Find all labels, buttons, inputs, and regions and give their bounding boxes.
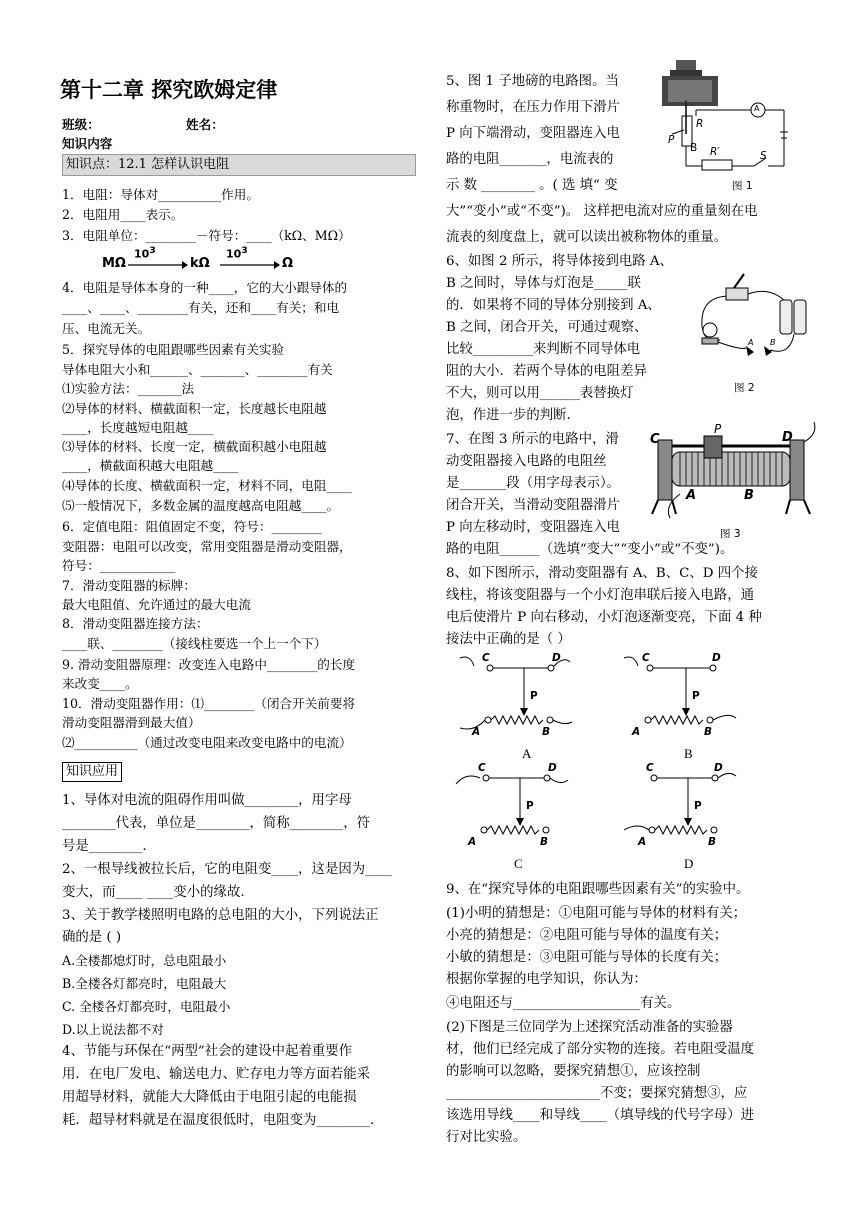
fig3-b-label: B <box>744 488 754 503</box>
left-line: 压、电流无关。 <box>62 321 151 336</box>
opt-c-c: C <box>478 762 486 774</box>
left-line: ⑴实验方法：_______法 <box>62 381 195 396</box>
right-line: 不大，则可以用______表替换灯 <box>446 386 634 401</box>
apply-line: 用超导材料，就能大大降低由于电阻引起的电能损 <box>62 1090 357 1105</box>
right-line: 路的电阻_______，电流表的 <box>446 152 614 167</box>
apply-line: 号是________. <box>62 839 147 854</box>
option-line: B.全楼各灯都亮时，电阻最大 <box>62 976 227 991</box>
right-line: ④电阻还与___________________有关。 <box>446 996 681 1011</box>
option-diagram-b <box>624 652 764 762</box>
left-line: ____，横截面积越大电阻越____ <box>62 458 239 473</box>
right-line: (1)小明的猜想是：①电阻可能与导体的材料有关； <box>446 906 747 921</box>
opt-d-c: C <box>646 762 654 774</box>
fig1-ammeter-label: A <box>754 104 760 113</box>
unit-factor-1: $10^3$ <box>134 246 156 261</box>
class-label: 班级： <box>62 117 100 132</box>
fig3-p-label: P <box>714 422 722 436</box>
right-line: (2)下图是三位同学为上述探究活动准备的实验器 <box>446 1020 733 1035</box>
left-line: ⑷导体的长度、横截面积一定，材料不同，电阻____ <box>62 478 352 493</box>
right-line: 闭合开关，当滑动变阻器滑片 <box>446 498 621 513</box>
apply-line: 1、导体对电流的阻碍作用叫做________，用字母 <box>62 793 352 808</box>
left-line: 1．电阻：导体对__________作用。 <box>62 187 259 202</box>
right-line: P 向下端滑动，变阻器连入电 <box>446 126 620 141</box>
right-line: 称重物时，在压力作用下滑片 <box>446 100 621 115</box>
unit-kilo: kΩ <box>190 256 210 271</box>
fig1-p-label: P <box>668 134 675 146</box>
figure-1-drawing <box>662 54 802 194</box>
right-line: 电后使滑片 P 向右移动，小灯泡逐渐变亮，下面 4 种 <box>446 610 762 625</box>
option-diagram-a <box>460 652 600 762</box>
figure-3-caption: 图 3 <box>720 528 741 540</box>
unit-chain <box>102 248 322 274</box>
opt-c-d: D <box>548 762 557 774</box>
fig1-b-label: B <box>690 142 698 154</box>
knowledge-header: 知识点：12.1 怎样认识电阻 <box>62 154 416 176</box>
option-line: D.以上说法都不对 <box>62 1022 164 1037</box>
opt-b-a: A <box>632 726 641 738</box>
left-line: 最大电阻值、允许通过的最大电流 <box>62 597 251 612</box>
opt-b-b: B <box>704 726 713 738</box>
right-line: 线柱，将该变阻器与一个小灯泡串联后接入电路，通 <box>446 588 754 603</box>
right-line: 8、如下图所示，滑动变阻器有 A、B、C、D 四个接 <box>446 566 758 581</box>
option-b-label: B <box>684 746 693 761</box>
opt-c-p: P <box>526 800 534 812</box>
option-diagram-c <box>456 762 596 872</box>
right-line: 泡，作进一步的判断. <box>446 408 571 423</box>
left-line: 来改变____。 <box>62 676 138 691</box>
unit-factor-2: $10^3$ <box>226 246 248 261</box>
opt-d-d: D <box>714 762 723 774</box>
apply-line: 2、一根导线被拉长后，它的电阻变____，这是因为____ <box>62 862 392 877</box>
apply-line: 3、关于教学楼照明电路的总电阻的大小，下列说法正 <box>62 908 379 923</box>
opt-b-p: P <box>692 690 700 702</box>
option-a-label: A <box>522 746 532 761</box>
fig1-rprime-label: R′ <box>710 146 720 158</box>
figure-1-caption: 图 1 <box>732 180 753 192</box>
opt-b-d: D <box>712 652 721 664</box>
right-line: 流表的刻度盘上，就可以读出被称物体的重量。 <box>446 230 728 245</box>
left-line: 8．滑动变阻器连接方法： <box>62 616 209 631</box>
figure-3-drawing <box>650 422 820 522</box>
left-line: ⑸一般情况下，多数金属的温度越高电阻越____。 <box>62 498 340 513</box>
opt-a-c: C <box>482 652 490 664</box>
right-line: 比较_________来判断不同导体电 <box>446 342 641 357</box>
right-line: 行对比实验。 <box>446 1130 527 1145</box>
right-line: 的．如果将不同的导体分别接到 A、 <box>446 298 661 313</box>
fig1-s-label: S <box>760 150 767 162</box>
right-line: B 之间时，导体与灯泡是_____联 <box>446 276 641 291</box>
option-line: A.全楼都熄灯时，总电阻最小 <box>62 953 227 968</box>
right-line: P 向左移动时，变阻器连入电 <box>446 520 620 535</box>
right-line: 阻的大小．若两个导体的电阻差异 <box>446 364 647 379</box>
figure-3 <box>650 422 820 542</box>
arrow-2 <box>220 260 280 270</box>
right-line: 根据你掌握的电学知识，你认为： <box>446 972 647 987</box>
right-line: 6、如图 2 所示，将导体接到电路 A、 <box>446 254 673 269</box>
right-line: 小亮的猜想是：②电阻可能与导体的温度有关； <box>446 928 728 943</box>
left-line: ⑵导体的材料、横截面积一定，长度越长电阻越 <box>62 401 327 416</box>
opt-d-b: B <box>708 836 717 848</box>
apply-line: 确的是 ( ) <box>62 930 122 945</box>
left-line: ____、____、________有关，还和____有关；和电 <box>62 300 340 315</box>
fig3-d-label: D <box>782 430 793 445</box>
page-title: 第十二章 探究欧姆定律 <box>60 78 278 102</box>
fig3-c-label: C <box>650 432 660 447</box>
left-line: 6．定值电阻：阻值固定不变，符号：________ <box>62 519 322 534</box>
opt-a-b: B <box>542 726 551 738</box>
unit-ohm: Ω <box>282 256 294 271</box>
left-line: 4．电阻是导体本身的一种____，它的大小跟导体的 <box>62 280 348 295</box>
left-line: ____联、________（接线柱要选一个上一个下） <box>62 636 327 651</box>
right-line: _______________________不变；要探究猜想③，应 <box>446 1086 748 1101</box>
apply-line: 用．在电厂发电、输送电力、贮存电力等方面若能采 <box>62 1067 370 1082</box>
right-line: 大”“变小”或“不变”)。 这样把电流对应的重量刻在电 <box>446 204 758 219</box>
option-d-label: D <box>684 856 694 871</box>
right-line: 该选用导线____和导线____（填导线的代号字母）进 <box>446 1108 754 1123</box>
option-line: C. 全楼各灯都亮时，电阻最小 <box>62 999 231 1014</box>
right-line: 5、图 1 子地磅的电路图。当 <box>446 74 619 89</box>
apply-line: ________代表，单位是________，简称________，符 <box>62 816 370 831</box>
figure-2-drawing <box>690 266 810 366</box>
unit-mega: MΩ <box>102 256 126 271</box>
fig3-a-label: A <box>686 488 697 503</box>
left-line: 导体电阻大小和______、_______、________有关 <box>62 362 333 377</box>
opt-c-a: A <box>468 836 477 848</box>
opt-d-p: P <box>694 800 702 812</box>
opt-b-c: C <box>642 652 650 664</box>
left-line: 2．电阻用____表示。 <box>62 207 184 222</box>
left-line: 5．探究导体的电阻跟哪些因素有关实验 <box>62 342 285 357</box>
figure-1 <box>662 54 802 194</box>
opt-a-a: A <box>472 726 481 738</box>
apply-line: 4、节能与环保在“两型”社会的建设中起着重要作 <box>62 1044 353 1059</box>
figure-2-caption: 图 2 <box>734 382 755 394</box>
left-line: 10．滑动变阻器作用：⑴________（闭合开关前要将 <box>62 696 356 711</box>
right-line: 9、在“探究导体的电阻跟哪些因素有关”的实验中。 <box>446 882 750 897</box>
fig1-r-label: R <box>696 118 704 130</box>
left-line: 9. 滑动变阻器原理：改变连入电路中________的长度 <box>62 657 356 672</box>
opt-d-a: A <box>638 836 647 848</box>
option-diagram-d <box>624 762 764 872</box>
opt-c-b: B <box>540 836 549 848</box>
left-line: 滑动变阻器滑到最大值） <box>62 715 201 730</box>
left-line: ____，长度越短电阻越____ <box>62 420 214 435</box>
left-line: ⑵__________（通过改变电阻来改变电路中的电流） <box>62 735 352 750</box>
left-line: ⑶导体的材料、长度一定，横截面积越小电阻越 <box>62 439 327 454</box>
apply-header: 知识应用 <box>62 762 122 782</box>
right-line: B 之间，闭合开关，可通过观察、 <box>446 320 648 335</box>
section-content-heading: 知识内容 <box>62 136 113 151</box>
left-line: 变阻器：电阻可以改变，常用变阻器是滑动变阻器， <box>62 539 352 554</box>
fig2-a-label: A <box>748 338 754 347</box>
figure-2 <box>690 266 810 396</box>
right-line: 7、在图 3 所示的电路中，滑 <box>446 432 619 447</box>
option-c-label: C <box>514 856 523 871</box>
arrow-1 <box>128 260 188 270</box>
right-line: 示 数 ________ 。( 选 填“ 变 <box>446 178 618 193</box>
opt-a-p: P <box>530 690 538 702</box>
right-line: 动变阻器接入电路的电阻丝 <box>446 454 607 469</box>
right-line: 的影响可以忽略，要探究猜想①，应该控制 <box>446 1064 701 1079</box>
right-line: 材，他们已经完成了部分实物的连接。若电阻受温度 <box>446 1042 754 1057</box>
opt-a-d: D <box>552 652 561 664</box>
name-label: 姓名： <box>186 117 224 132</box>
apply-line: 耗．超导材料就是在温度很低时，电阻变为________. <box>62 1113 375 1128</box>
left-line: 3．电阻单位：________－符号：____（kΩ、MΩ） <box>62 228 351 243</box>
left-line: 符号：____________ <box>62 558 176 573</box>
right-line: 是_______段（用字母表示）。 <box>446 476 621 491</box>
left-line: 7．滑动变阻器的标牌： <box>62 578 196 593</box>
right-line: 路的电阻______（选填“变大”“变小”或“不变”)。 <box>446 542 734 557</box>
fig2-b-label: B <box>770 338 776 347</box>
apply-line: 变大，而____ ____变小的缘故. <box>62 885 245 900</box>
right-line: 小敏的猜想是：③电阻可能与导体的长度有关； <box>446 950 728 965</box>
right-line: 接法中正确的是（ ） <box>446 632 571 647</box>
